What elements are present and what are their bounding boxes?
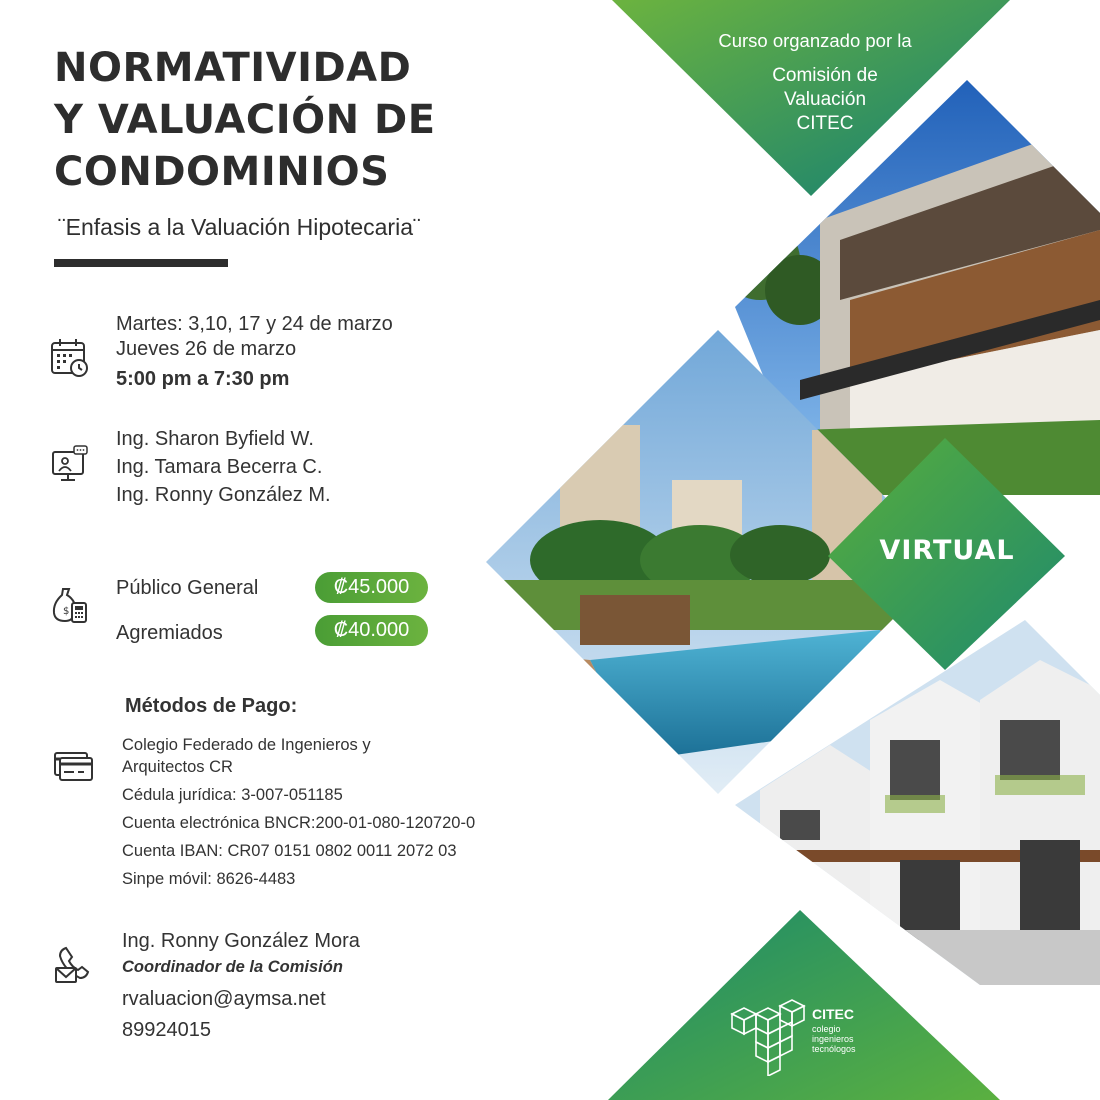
- instructor-1: Ing. Sharon Byfield W.: [116, 428, 314, 450]
- credit-card-icon: [54, 748, 94, 788]
- payment-heading: Métodos de Pago:: [125, 695, 298, 717]
- members-price: ₡40.000: [315, 615, 428, 646]
- phone-mail-icon: [54, 946, 94, 986]
- payment-line-2: Arquitectos CR: [122, 758, 233, 776]
- payment-line-6: Sinpe móvil: 8626-4483: [122, 870, 296, 888]
- instructor-2: Ing. Tamara Becerra C.: [116, 456, 323, 478]
- calendar-clock-icon: [50, 337, 90, 377]
- title-line-2: Y VALUACIÓN DE: [54, 97, 436, 143]
- subtitle: ¨Enfasis a la Valuación Hipotecaria¨: [58, 214, 421, 240]
- logo-tagline-2: ingenieros: [812, 1034, 854, 1044]
- payment-line-3: Cédula jurídica: 3-007-051185: [122, 786, 343, 804]
- logo-tagline-1: colegio: [812, 1024, 841, 1034]
- presenter-screen-icon: [50, 444, 90, 484]
- instructor-3: Ing. Ronny González M.: [116, 484, 331, 506]
- title-underline: [54, 259, 228, 267]
- payment-line-5: Cuenta IBAN: CR07 0151 0802 0011 2072 03: [122, 842, 457, 860]
- title-line-1: NORMATIVIDAD: [54, 45, 412, 91]
- contact-phone[interactable]: 89924015: [122, 1019, 211, 1041]
- page-title: [54, 42, 436, 198]
- citec-logo: [728, 996, 878, 1076]
- organizer-name-line-2: Valuación: [783, 89, 867, 110]
- contact-name: Ing. Ronny González Mora: [122, 930, 360, 952]
- payment-line-4: Cuenta electrónica BNCR:200-01-080-120720-0: [122, 814, 476, 832]
- organizer-name: [700, 64, 950, 136]
- contact-role: Coordinador de la Comisión: [122, 958, 343, 976]
- schedule-line-1: Martes: 3,10, 17 y 24 de marzo: [116, 313, 393, 335]
- schedule-line-2: Jueves 26 de marzo: [116, 338, 297, 360]
- title-line-3: CONDOMINIOS: [54, 149, 390, 195]
- virtual-badge: VIRTUAL: [879, 535, 1015, 566]
- logo-tagline: [812, 1024, 856, 1054]
- members-label: Agremiados: [116, 622, 223, 644]
- logo-tagline-3: tecnólogos: [812, 1044, 856, 1054]
- contact-email[interactable]: rvaluacion@aymsa.net: [122, 988, 326, 1010]
- money-bag-calculator-icon: [50, 585, 90, 625]
- payment-line-1: Colegio Federado de Ingenieros y: [122, 736, 371, 754]
- organizer-intro: Curso organzado por la: [718, 30, 912, 51]
- logo-brand: CITEC: [812, 1006, 854, 1022]
- general-public-label: Público General: [116, 577, 259, 599]
- svg-text:$: $: [63, 606, 70, 617]
- general-public-price: ₡45.000: [315, 572, 428, 603]
- organizer-name-line-3: CITEC: [796, 113, 854, 134]
- organizer-name-line-1: Comisión de: [772, 65, 878, 86]
- schedule-time: 5:00 pm a 7:30 pm: [116, 368, 290, 390]
